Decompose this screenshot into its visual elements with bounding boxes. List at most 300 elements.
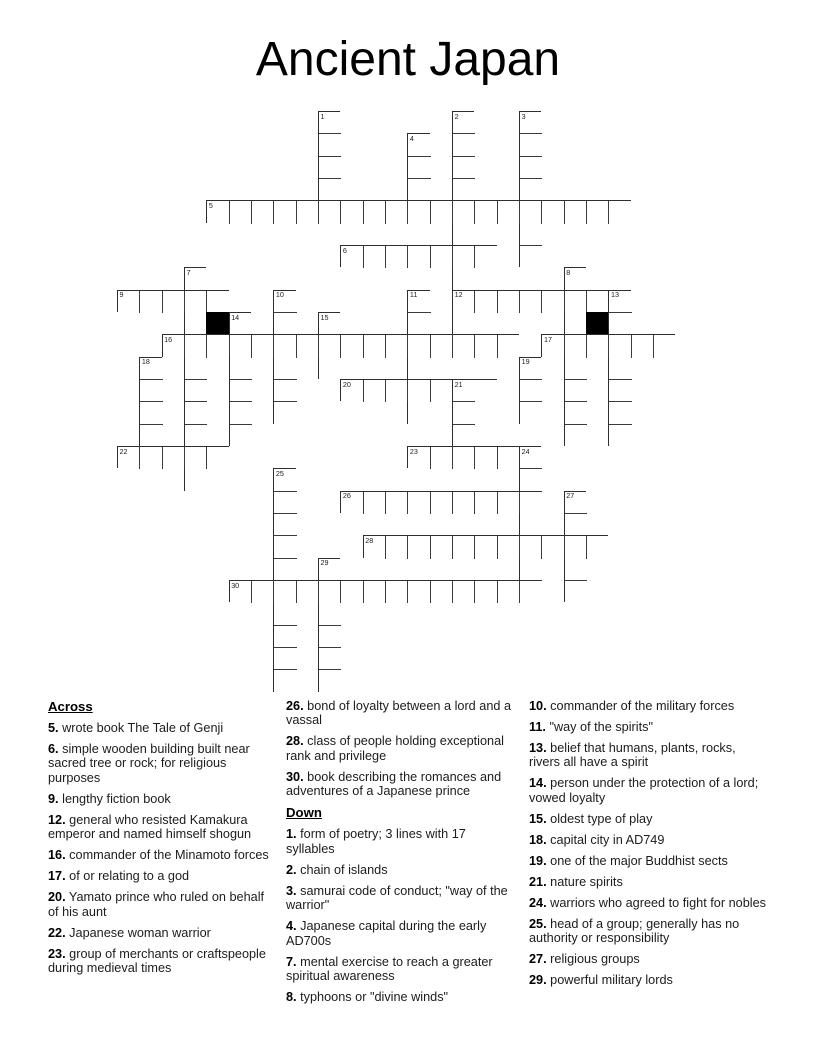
grid-cell[interactable] <box>319 313 341 335</box>
grid-cell[interactable] <box>408 358 430 380</box>
grid-cell[interactable] <box>140 358 162 380</box>
grid-cell[interactable] <box>520 492 542 514</box>
grid-cell[interactable] <box>498 335 520 357</box>
grid-cell[interactable] <box>475 536 497 558</box>
clue-number: 7. <box>286 954 297 969</box>
grid-cell[interactable] <box>408 291 430 313</box>
down-header: Down <box>286 805 322 821</box>
grid-cell[interactable] <box>185 268 207 290</box>
grid-cell[interactable] <box>453 313 475 335</box>
grid-cell[interactable] <box>319 179 341 201</box>
grid-cell[interactable] <box>408 179 430 201</box>
clue-28-across: 28. class of people holding exceptional rank and privilege <box>286 734 504 763</box>
grid-cell[interactable] <box>185 425 207 447</box>
grid-cell[interactable] <box>140 380 162 402</box>
grid-cell[interactable] <box>207 201 229 223</box>
grid-cell[interactable] <box>252 335 274 357</box>
grid-cell[interactable] <box>319 201 341 223</box>
grid-cell[interactable] <box>475 246 497 268</box>
grid-cell[interactable] <box>386 492 408 514</box>
grid-cell[interactable] <box>364 335 386 357</box>
grid-cell[interactable] <box>297 201 319 223</box>
grid-cell[interactable] <box>453 402 475 424</box>
grid-cell[interactable] <box>632 335 654 357</box>
clue-20-across: 20. Yamato prince who ruled on behalf of his aunt <box>48 890 265 919</box>
grid-cell[interactable] <box>408 335 430 357</box>
grid-cell[interactable] <box>274 581 296 603</box>
grid-cell[interactable] <box>341 380 363 402</box>
clue-6-across: 6. simple wooden building built near sacred tree or rock; for religious purposes <box>48 741 250 785</box>
grid-cell[interactable] <box>319 112 341 134</box>
clue-1-down: 1. form of poetry; 3 lines with 17 syllables <box>286 827 466 856</box>
grid-cell[interactable] <box>163 335 185 357</box>
grid-cell[interactable] <box>431 581 453 603</box>
word-run-6-across <box>340 245 496 267</box>
clue-number: 23. <box>48 946 66 961</box>
grid-cell[interactable] <box>565 402 587 424</box>
clue-29-down: 29. powerful military lords <box>529 973 673 988</box>
grid-cell[interactable] <box>587 201 609 223</box>
grid-cell[interactable] <box>520 224 542 246</box>
grid-cell[interactable] <box>431 380 453 402</box>
grid-cell[interactable] <box>520 380 542 402</box>
grid-cell[interactable] <box>431 335 453 357</box>
grid-cell[interactable] <box>408 246 430 268</box>
grid-cell[interactable] <box>475 581 497 603</box>
grid-cell[interactable] <box>252 581 274 603</box>
grid-cell[interactable] <box>475 201 497 223</box>
clue-24-down: 24. warriors who agreed to fight for nobles <box>529 895 766 910</box>
grid-cell[interactable] <box>520 402 542 424</box>
grid-cell[interactable] <box>565 380 587 402</box>
grid-cell[interactable] <box>274 201 296 223</box>
clue-column-3 <box>529 699 769 994</box>
grid-cell[interactable] <box>274 469 296 491</box>
clue-number: 30. <box>286 769 304 784</box>
clue-number-label: 19 <box>521 357 530 367</box>
grid-cell[interactable] <box>542 201 564 223</box>
grid-cell[interactable] <box>230 313 252 335</box>
grid-cell[interactable] <box>498 536 520 558</box>
grid-cell[interactable] <box>453 134 475 156</box>
grid-cell[interactable] <box>185 358 207 380</box>
grid-cell[interactable] <box>274 603 296 625</box>
grid-cell[interactable] <box>386 536 408 558</box>
grid-cell[interactable] <box>565 425 587 447</box>
grid-cell[interactable] <box>252 201 274 223</box>
grid-cell[interactable] <box>274 670 296 692</box>
grid-cell[interactable] <box>565 313 587 335</box>
clue-number: 11. <box>529 719 546 734</box>
grid-cell[interactable] <box>386 246 408 268</box>
grid-cell[interactable] <box>319 626 341 648</box>
clue-number: 9. <box>48 791 59 806</box>
grid-cell[interactable] <box>163 291 185 313</box>
grid-cell[interactable] <box>565 492 587 514</box>
clue-5-across: 5. wrote book The Tale of Genji <box>48 721 224 735</box>
grid-cell[interactable] <box>274 648 296 670</box>
grid-cell[interactable] <box>520 514 542 536</box>
grid-cell[interactable] <box>364 380 386 402</box>
clue-number-label: 11 <box>409 290 418 300</box>
grid-cell[interactable] <box>587 335 609 357</box>
grid-cell[interactable] <box>185 335 207 357</box>
grid-cell[interactable] <box>565 268 587 290</box>
clue-number-label: 1 <box>320 111 325 121</box>
clue-22-across: 22. Japanese woman warrior <box>48 925 211 940</box>
grid-cell[interactable] <box>297 581 319 603</box>
clue-number: 18. <box>529 832 547 847</box>
clue-number-label: 12 <box>454 290 463 300</box>
grid-cell[interactable] <box>609 291 631 313</box>
clue-14-down: 14. person under the protection of a lord; vowed loyalty <box>529 776 759 805</box>
clue-23-across: 23. group of merchants or craftspeople during medieval times <box>48 946 266 976</box>
clue-number-label: 25 <box>275 468 284 478</box>
grid-cell[interactable] <box>274 335 296 357</box>
grid-cell[interactable] <box>542 291 564 313</box>
grid-cell[interactable] <box>274 291 296 313</box>
clue-number: 28. <box>286 734 304 749</box>
grid-cell[interactable] <box>453 201 475 223</box>
grid-cell[interactable] <box>565 514 587 536</box>
grid-cell[interactable] <box>297 335 319 357</box>
clue-16-across: 16. commander of the Minamoto forces <box>48 848 269 863</box>
grid-cell[interactable] <box>520 581 542 603</box>
clue-number: 3. <box>286 883 297 898</box>
grid-cell[interactable] <box>408 492 430 514</box>
clue-number: 27. <box>529 952 547 967</box>
clue-number-label: 18 <box>141 357 150 367</box>
grid-cell[interactable] <box>408 201 430 223</box>
clue-11-down: 11. "way of the spirits" <box>529 719 653 734</box>
clue-number: 13. <box>529 740 547 755</box>
grid-cell[interactable] <box>520 536 542 558</box>
clue-number: 14. <box>529 776 547 791</box>
grid-cell[interactable] <box>118 447 140 469</box>
clue-7-down: 7. mental exercise to reach a greater spiritual awareness <box>286 954 493 984</box>
clue-column-1 <box>48 699 273 982</box>
clue-3-down: 3. samurai code of conduct; "way of the warrior" <box>286 883 508 913</box>
clue-number-label: 26 <box>342 491 351 501</box>
grid-cell[interactable] <box>609 335 631 357</box>
grid-cell[interactable] <box>609 313 631 335</box>
grid-cell[interactable] <box>230 201 252 223</box>
grid-cell[interactable] <box>364 492 386 514</box>
grid-cell[interactable] <box>230 335 252 357</box>
grid-cell[interactable] <box>319 157 341 179</box>
grid-cell[interactable] <box>319 670 341 692</box>
word-run-16-across <box>162 334 519 356</box>
clue-number-label: 8 <box>566 267 571 277</box>
grid-cell[interactable] <box>319 134 341 156</box>
grid-cell[interactable] <box>185 380 207 402</box>
grid-cell[interactable] <box>453 268 475 290</box>
word-run-5-across <box>206 200 630 222</box>
grid-cell[interactable] <box>542 335 564 357</box>
grid-cell[interactable] <box>185 291 207 313</box>
grid-cell[interactable] <box>520 469 542 491</box>
grid-cell[interactable] <box>520 559 542 581</box>
grid-cell[interactable] <box>520 201 542 223</box>
grid-cell[interactable] <box>185 313 207 335</box>
grid-cell[interactable] <box>386 201 408 223</box>
grid-cell[interactable] <box>274 536 296 558</box>
clue-number: 17. <box>48 869 66 884</box>
grid-cell[interactable] <box>609 380 631 402</box>
grid-cell[interactable] <box>475 291 497 313</box>
clue-30-across: 30. book describing the romances and adventures of a Japanese prince <box>286 769 502 799</box>
word-run-29-down <box>318 558 340 692</box>
clue-27-down: 27. religious groups <box>529 952 640 967</box>
clue-number-label: 13 <box>610 290 619 300</box>
grid-cell[interactable] <box>431 536 453 558</box>
word-run-17-across <box>541 334 675 356</box>
grid-cell[interactable] <box>319 335 341 357</box>
grid-cell[interactable] <box>364 536 386 558</box>
grid-cell[interactable] <box>453 157 475 179</box>
grid-cell[interactable] <box>520 358 542 380</box>
grid-cell[interactable] <box>453 492 475 514</box>
grid-cell[interactable] <box>185 469 207 491</box>
grid-cell[interactable] <box>207 335 229 357</box>
clue-17-across: 17. of or relating to a god <box>48 869 190 884</box>
grid-cell[interactable] <box>453 112 475 134</box>
clue-2-down: 2. chain of islands <box>286 862 388 877</box>
word-run-26-across <box>340 491 541 513</box>
grid-cell[interactable] <box>520 134 542 156</box>
grid-cell[interactable] <box>453 291 475 313</box>
clue-number-label: 23 <box>409 446 418 456</box>
grid-cell[interactable] <box>565 358 587 380</box>
clue-number: 2. <box>286 862 297 877</box>
grid-cell[interactable] <box>542 536 564 558</box>
grid-cell[interactable] <box>453 335 475 357</box>
grid-cell[interactable] <box>140 402 162 424</box>
clue-number: 21. <box>529 874 547 889</box>
grid-cell[interactable] <box>408 134 430 156</box>
grid-cell[interactable] <box>319 603 341 625</box>
grid-cell[interactable] <box>118 291 140 313</box>
grid-cell[interactable] <box>431 447 453 469</box>
clue-number: 12. <box>48 812 66 827</box>
grid-cell[interactable] <box>498 492 520 514</box>
clue-number-label: 2 <box>454 111 459 121</box>
grid-cell[interactable] <box>207 291 229 313</box>
grid-cell[interactable] <box>230 402 252 424</box>
grid-cell[interactable] <box>140 291 162 313</box>
clue-number: 8. <box>286 990 297 1005</box>
grid-cell[interactable] <box>475 335 497 357</box>
grid-cell[interactable] <box>565 335 587 357</box>
word-run-12-across <box>452 290 631 312</box>
word-run-19-down <box>519 357 541 424</box>
grid-cell[interactable] <box>565 201 587 223</box>
clue-number: 5. <box>48 721 59 735</box>
grid-cell[interactable] <box>609 201 631 223</box>
clue-number-label: 15 <box>320 312 329 322</box>
word-run-24-down <box>519 446 541 602</box>
grid-cell[interactable] <box>341 492 363 514</box>
grid-cell[interactable] <box>453 425 475 447</box>
grid-cell[interactable] <box>520 246 542 268</box>
grid-cell[interactable] <box>274 559 296 581</box>
grid-cell[interactable] <box>520 179 542 201</box>
clue-26-across: 26. bond of loyalty between a lord and a vassal <box>286 699 512 728</box>
clue-number-label: 3 <box>521 111 526 121</box>
black-cell <box>206 312 228 334</box>
grid-cell[interactable] <box>274 358 296 380</box>
clue-number-label: 4 <box>409 133 414 143</box>
grid-cell[interactable] <box>453 179 475 201</box>
grid-cell[interactable] <box>587 291 609 313</box>
grid-cell[interactable] <box>319 559 341 581</box>
grid-cell[interactable] <box>609 425 631 447</box>
clue-number-label: 16 <box>164 334 173 344</box>
grid-cell[interactable] <box>140 447 162 469</box>
clue-number-label: 28 <box>365 535 374 545</box>
grid-cell[interactable] <box>341 201 363 223</box>
grid-cell[interactable] <box>364 581 386 603</box>
grid-cell[interactable] <box>453 581 475 603</box>
grid-cell[interactable] <box>386 581 408 603</box>
clue-number-label: 30 <box>231 580 240 590</box>
grid-cell[interactable] <box>319 648 341 670</box>
word-run-18-down <box>139 357 161 446</box>
clue-number-label: 29 <box>320 558 329 568</box>
grid-cell[interactable] <box>274 313 296 335</box>
grid-cell[interactable] <box>565 581 587 603</box>
grid-cell[interactable] <box>207 447 229 469</box>
grid-cell[interactable] <box>408 157 430 179</box>
grid-cell[interactable] <box>408 447 430 469</box>
clue-19-down: 19. one of the major Buddhist sects <box>529 853 728 868</box>
word-run-28-across <box>363 535 609 557</box>
grid-cell[interactable] <box>319 358 341 380</box>
grid-cell[interactable] <box>609 402 631 424</box>
clue-number-label: 27 <box>566 491 575 501</box>
grid-cell[interactable] <box>341 335 363 357</box>
grid-cell[interactable] <box>453 536 475 558</box>
clue-number: 19. <box>529 853 547 868</box>
clue-number-label: 24 <box>521 446 530 456</box>
grid-cell[interactable] <box>274 380 296 402</box>
grid-cell[interactable] <box>587 536 609 558</box>
grid-cell[interactable] <box>475 492 497 514</box>
grid-cell[interactable] <box>274 626 296 648</box>
grid-cell[interactable] <box>498 447 520 469</box>
grid-cell[interactable] <box>341 581 363 603</box>
grid-cell[interactable] <box>453 224 475 246</box>
clue-number: 20. <box>48 890 66 905</box>
grid-cell[interactable] <box>364 201 386 223</box>
clue-number: 25. <box>529 916 547 931</box>
grid-cell[interactable] <box>274 492 296 514</box>
grid-cell[interactable] <box>431 201 453 223</box>
grid-cell[interactable] <box>520 157 542 179</box>
grid-cell[interactable] <box>408 536 430 558</box>
clue-number: 10. <box>529 699 547 713</box>
grid-cell[interactable] <box>185 402 207 424</box>
grid-cell[interactable] <box>431 246 453 268</box>
grid-cell[interactable] <box>520 291 542 313</box>
black-cell <box>586 312 608 334</box>
grid-cell[interactable] <box>453 246 475 268</box>
grid-cell[interactable] <box>408 380 430 402</box>
grid-cell[interactable] <box>453 380 475 402</box>
grid-cell[interactable] <box>498 201 520 223</box>
grid-cell[interactable] <box>408 402 430 424</box>
clue-number: 1. <box>286 827 297 842</box>
clue-number-label: 14 <box>231 312 240 322</box>
grid-cell[interactable] <box>386 380 408 402</box>
clue-number-label: 9 <box>119 290 124 300</box>
clue-13-down: 13. belief that humans, plants, rocks, rivers all have a spirit <box>529 740 736 770</box>
clue-9-across: 9. lengthy fiction book <box>48 791 171 806</box>
grid-cell[interactable] <box>341 246 363 268</box>
clue-number-label: 20 <box>342 379 351 389</box>
clue-number: 4. <box>286 919 297 934</box>
clue-number-label: 10 <box>275 290 284 300</box>
grid-cell[interactable] <box>364 246 386 268</box>
word-run-13-down <box>608 290 630 446</box>
grid-cell[interactable] <box>431 492 453 514</box>
grid-cell[interactable] <box>274 514 296 536</box>
clue-number: 26. <box>286 699 304 713</box>
grid-cell[interactable] <box>520 447 542 469</box>
grid-cell[interactable] <box>565 559 587 581</box>
clue-12-across: 12. general who resisted Kamakura emperor and named himself shogun <box>48 812 252 842</box>
word-run-2-down <box>452 111 474 357</box>
clue-21-down: 21. nature spirits <box>529 874 623 889</box>
word-run-22-across <box>117 446 229 468</box>
page-title: Ancient Japan <box>255 33 561 86</box>
word-run-14-down <box>229 312 251 446</box>
grid-cell[interactable] <box>230 358 252 380</box>
grid-cell[interactable] <box>386 335 408 357</box>
grid-cell[interactable] <box>475 380 497 402</box>
grid-cell[interactable] <box>140 425 162 447</box>
word-run-9-across <box>117 290 229 312</box>
grid-cell[interactable] <box>230 425 252 447</box>
grid-cell[interactable] <box>230 581 252 603</box>
clue-number: 29. <box>529 973 547 988</box>
grid-cell[interactable] <box>565 291 587 313</box>
across-header: Across <box>48 699 93 714</box>
grid-cell[interactable] <box>520 112 542 134</box>
clue-number-label: 7 <box>186 267 191 277</box>
grid-cell[interactable] <box>408 313 430 335</box>
grid-cell[interactable] <box>163 447 185 469</box>
grid-cell[interactable] <box>230 380 252 402</box>
grid-cell[interactable] <box>185 447 207 469</box>
clue-number-label: 22 <box>119 446 128 456</box>
grid-cell[interactable] <box>319 581 341 603</box>
clue-number: 15. <box>529 811 547 826</box>
grid-cell[interactable] <box>654 335 676 357</box>
grid-cell[interactable] <box>498 581 520 603</box>
clue-number-label: 21 <box>454 379 463 389</box>
grid-cell[interactable] <box>475 447 497 469</box>
clue-15-down: 15. oldest type of play <box>529 811 653 826</box>
grid-cell[interactable] <box>408 581 430 603</box>
grid-cell[interactable] <box>565 536 587 558</box>
grid-cell[interactable] <box>453 447 475 469</box>
grid-cell[interactable] <box>274 402 296 424</box>
clue-number: 24. <box>529 895 547 910</box>
grid-cell[interactable] <box>498 291 520 313</box>
grid-cell[interactable] <box>609 358 631 380</box>
clue-number: 22. <box>48 925 66 940</box>
